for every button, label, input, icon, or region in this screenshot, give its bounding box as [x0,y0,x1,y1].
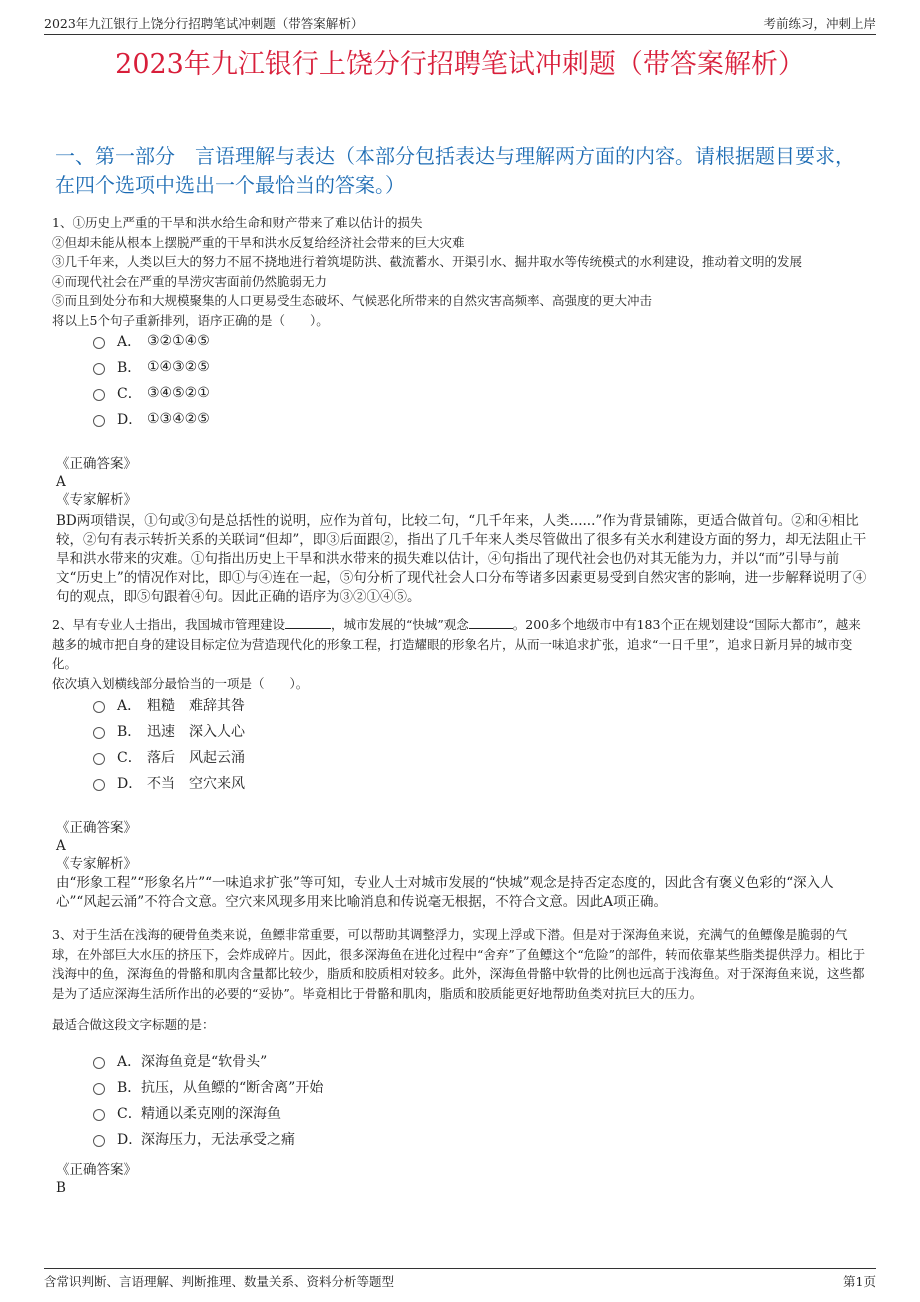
question-2-stem [52,615,872,693]
question-2-text: ，城市发展的“快城”观念 [330,617,469,632]
radio-button[interactable] [93,1135,105,1147]
question-1-line: 1、①历史上严重的干旱和洪水给生命和财产带来了难以估计的损失 [52,215,423,230]
option-text: 精通以柔克刚的深海鱼 [141,1106,281,1122]
question-3-text: 3、对于生活在浅海的硬骨鱼类来说，鱼鳔非常重要，可以帮助其调整浮力，实现上浮或下潜。但是对于深海鱼来说，充满气的鱼鳔像是脆弱的气球，在外部巨大水压的挤压下，会炸成碎片。因此，很多深海鱼在进化过程中“舍弃”了鱼鳔这个“危险”的部件，转而依靠某些脂类提供浮力。相比于浅海中的鱼，深海鱼的骨骼和肌肉含量都比较少，脂质和胶质相对较多。此外，深海鱼骨骼中软骨的比例也远高于浅海鱼。对于深海鱼来说，这些都是为了适应深海生活所作出的必要的“妥协”。毕竟相比于骨骼和肌肉，脂质和胶质能更好地帮助鱼类对抗巨大的压力。 [52,927,866,1001]
question-1-answer [56,455,872,509]
question-1-line: ③几千年来，人类以巨大的努力不屈不挠地进行着筑堤防洪、截流蓄水、开渠引水、掘井取水等传统模式的水利建设，推动着文明的发展 [52,254,803,269]
radio-button[interactable] [93,415,105,427]
radio-button[interactable] [93,701,105,713]
option-c[interactable] [93,380,210,406]
option-key: A． [117,334,142,350]
option-key: A． [117,1054,142,1070]
option-a[interactable] [93,1048,323,1074]
radio-button[interactable] [93,1083,105,1095]
answer-value: A [56,474,66,490]
question-1-line: ②但却未能从根本上摆脱严重的干旱和洪水反复给经济社会带来的巨大灾难 [52,234,465,250]
option-key: C． [117,750,142,766]
option-key: A． [117,698,142,714]
header-left-text: 2023年九江银行上饶分行招聘笔试冲刺题（带答案解析） [44,16,364,31]
option-text: 抗压，从鱼鳔的“断舍离”开始 [141,1080,324,1096]
analysis-text: BD两项错误，①句或③句是总括性的说明，应作为首句，比较二句，“几千年来，人类......”作为背景铺陈，更适合做首句。②和④相比较，②句有表示转折关系的关联词“但却”，即③后面跟②，指出了几千年来人类尽管做出了很多有关水利建设方面的努力，却无法阻止干旱和洪水带来的灾难。①句指出历史上干旱和洪水带来的损失难以估计，④句指出了现代社会也仍对其无能为力，并以“而”引导与前文“历史上”的情况作对比，即①与④连在一起，⑤句分析了现代社会人口分布等诸多因素更易受到自然灾害的影响，进一步解释说明了④句的观点，即⑤句跟着④句。因此正确的语序为③②①④⑤。 [56,513,867,605]
question-3-prompt: 最适合做这段文字标题的是： [52,1017,215,1032]
option-d[interactable] [93,1126,323,1152]
page-number: 第1页 [843,1274,876,1289]
question-2-text: 。200多个地级市中有183个正在规划建设“国际大都市”，越来越多的城市把自身的建设目标定位为营造现代化的形象工程，打造耀眼的形象名片，从而一味追求扩张，追求“一日千里”，追求日新月异的城市变化。 [52,617,861,671]
blank-2 [469,616,513,629]
question-1-stem [52,213,872,330]
option-key: B． [117,360,142,376]
header-right-text: 考前练习，冲刺上岸 [763,16,876,31]
question-2-analysis [56,874,872,912]
option-key: B． [117,1080,142,1096]
question-1-line: ⑤而且到处分布和大规模聚集的人口更易受生态破坏、气候恶化所带来的自然灾害高频率、高强度的更大冲击 [52,293,653,308]
radio-button[interactable] [93,337,105,349]
option-a[interactable] [93,692,245,718]
option-b[interactable] [93,1074,323,1100]
question-1-analysis [56,512,872,607]
option-c[interactable] [93,1100,323,1126]
option-text: 深海压力，无法承受之痛 [141,1132,295,1148]
option-text: ①④③②⑤ [147,359,210,375]
option-text: 不当 空穴来风 [147,776,245,792]
question-2-options [93,692,245,796]
question-3-stem [52,925,872,1035]
analysis-text: 由“形象工程”“形象名片”“一味追求扩张”等可知，专业人士对城市发展的“快城”观念是持否定态度的，因此含有褒义色彩的“深入人心”“风起云涌”不符合文意。空穴来风现多用来比喻消息和传说毫无根据，不符合文意。因此A项正确。 [56,875,834,910]
question-2-answer [56,819,872,873]
question-2-text: 2、早有专业人士指出，我国城市管理建设 [52,617,285,632]
option-c[interactable] [93,744,245,770]
question-3-answer [56,1161,872,1197]
radio-button[interactable] [93,779,105,791]
radio-button[interactable] [93,363,105,375]
blank-1 [285,616,331,629]
answer-label: 《正确答案》 [56,820,137,836]
section-heading: 一、第一部分 言语理解与表达（本部分包括表达与理解两方面的内容。请根据题目要求，在四个选项中选出一个最恰当的答案。） [55,144,855,197]
question-3-options [93,1048,323,1152]
radio-button[interactable] [93,727,105,739]
radio-button[interactable] [93,389,105,401]
radio-button[interactable] [93,753,105,765]
option-text: ③④⑤②① [147,385,210,401]
option-key: D． [117,1132,143,1148]
answer-label: 《正确答案》 [56,1162,137,1178]
option-text: ③②①④⑤ [147,333,210,349]
option-b[interactable] [93,718,245,744]
analysis-label: 《专家解析》 [56,856,137,872]
question-1-options [93,328,210,432]
answer-value: B [56,1180,66,1196]
option-text: 迅速 深入人心 [147,724,245,740]
option-text: 深海鱼竟是“软骨头” [141,1054,268,1070]
option-key: C． [117,1106,142,1122]
analysis-label: 《专家解析》 [56,492,137,508]
option-key: D． [117,776,143,792]
option-d[interactable] [93,406,210,432]
option-text: 粗糙 难辞其咎 [147,698,245,714]
radio-button[interactable] [93,1057,105,1069]
option-key: D． [117,412,143,428]
page-footer [44,1268,876,1290]
question-1-line: 将以上5个句子重新排列，语序正确的是（ ）。 [52,312,329,328]
page-header [44,10,876,35]
option-text: 落后 风起云涌 [147,750,245,766]
footer-left-text: 含常识判断、言语理解、判断推理、数量关系、资料分析等题型 [44,1274,395,1289]
option-key: C． [117,386,142,402]
option-d[interactable] [93,770,245,796]
question-1-line: ④而现代社会在严重的旱涝灾害面前仍然脆弱无力 [52,273,328,289]
question-2-prompt: 依次填入划横线部分最恰当的一项是（ ）。 [52,675,309,691]
option-a[interactable] [93,328,210,354]
radio-button[interactable] [93,1109,105,1121]
option-key: B． [117,724,142,740]
answer-value: A [56,838,66,854]
option-text: ①③④②⑤ [147,411,210,427]
page-title: 2023年九江银行上饶分行招聘笔试冲刺题（带答案解析） [115,49,805,80]
option-b[interactable] [93,354,210,380]
answer-label: 《正确答案》 [56,456,137,472]
